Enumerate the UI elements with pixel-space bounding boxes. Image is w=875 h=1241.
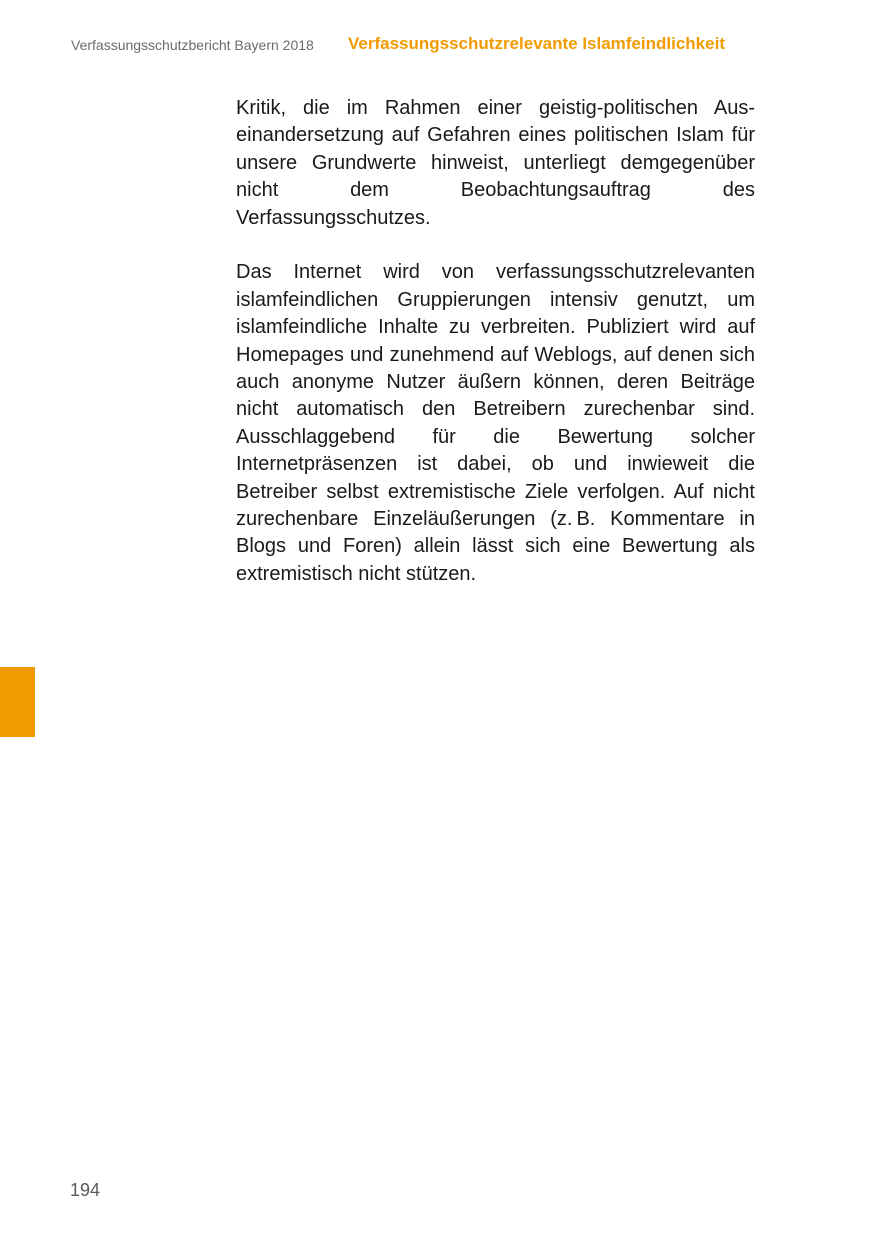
- body-text: [236, 95, 755, 588]
- paragraph-internet: Das Internet wird von verfassungsschutzrelevanten islamfeindlichen Gruppierungen intensiv genutzt, um islamfeindliche Inhalte zu verbreiten. Publiziert wird auf Homepages und zunehmend auf Weblogs, auf denen sich auch anonyme Nutzer äußern können, deren Beiträge nicht automatisch den Betreibern zurechenbar sind. Ausschlaggebend für die Bewertung solcher Internetpräsenzen ist dabei, ob und inwieweit die Betreiber selbst extremistische Ziele verfolgen. Auf nicht zurechenbare Einzeläußerungen (z. B. Kommentare in Blogs und Foren) allein lässt sich eine Bewertung als extremistisch nicht stützen.: [236, 261, 755, 585]
- running-header-publication: Verfassungsschutzbericht Bayern 2018: [71, 37, 314, 53]
- running-header-section-title: Verfassungsschutzrelevante Islamfeindlichkeit: [348, 34, 725, 53]
- chapter-tab-marker: [0, 667, 35, 737]
- page-number: 194: [70, 1180, 101, 1200]
- paragraph-critique: Kritik, die im Rahmen einer geistig-politischen Auseinandersetzung auf Gefahren eines politischen Islam für unsere Grundwerte hinweist, unterliegt demgegenüber nicht dem Beobachtungsauftrag des Verfassungsschutzes.: [236, 97, 755, 229]
